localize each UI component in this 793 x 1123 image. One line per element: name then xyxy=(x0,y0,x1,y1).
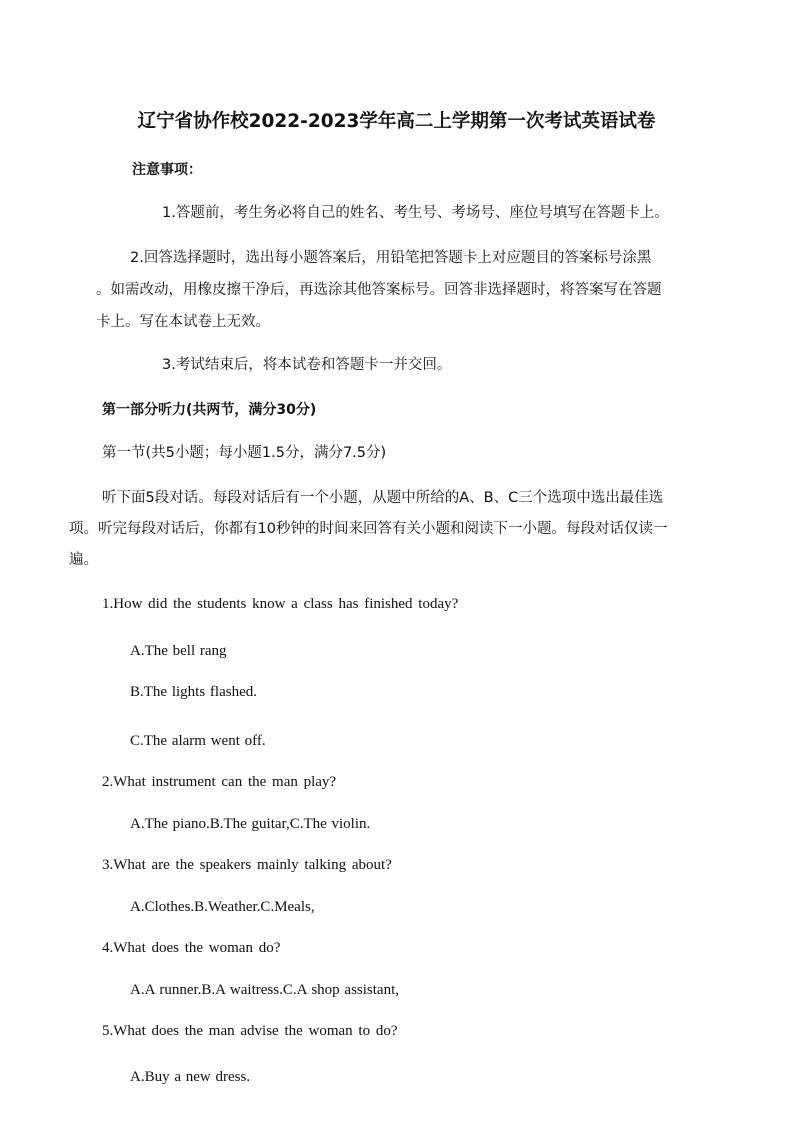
instructions-line-2: 项。听完每段对话后，你都有10秒钟的时间来回答有关小题和阅读下一小题。每段对话仅读一 xyxy=(69,521,668,537)
notice-item-2-line-2: 。如需改动，用橡皮擦干净后，再选涂其他答案标号。回答非选择题时，将答案写在答题 xyxy=(96,282,662,298)
question-3-stem: 3.What are the speakers mainly talking about? xyxy=(102,857,392,873)
question-5-stem: 5.What does the man advise the woman to do? xyxy=(102,1023,398,1039)
question-1-stem: 1.How did the students know a class has finished today? xyxy=(102,596,459,612)
notice-item-2-line-1: 2.回答选择题时，选出每小题答案后，用铅笔把答题卡上对应题目的答案标号涂黑 xyxy=(130,250,652,266)
question-2-options: A.The piano.B.The guitar,C.The violin. xyxy=(130,816,371,832)
document-title: 辽宁省协作校2022-2023学年高二上学期第一次考试英语试卷 xyxy=(137,111,656,132)
question-5-option-a: A.Buy a new dress. xyxy=(130,1069,251,1085)
instructions-line-3: 遍。 xyxy=(69,552,98,568)
question-1-option-b: B.The lights flashed. xyxy=(130,684,257,700)
question-4-stem: 4.What does the woman do? xyxy=(102,940,281,956)
notice-item-1: 1.答题前，考生务必将自己的姓名、考生号、考场号、座位号填写在答题卡上。 xyxy=(162,205,669,221)
question-1-option-a: A.The bell rang xyxy=(130,643,227,659)
notice-item-2-line-3: 卡上。写在本试卷上无效。 xyxy=(96,314,270,330)
question-2-stem: 2.What instrument can the man play? xyxy=(102,774,337,790)
question-1-option-c: C.The alarm went off. xyxy=(130,733,266,749)
section1-heading: 第一节(共5小题；每小题1.5分，满分7.5分) xyxy=(102,445,387,461)
instructions-line-1: 听下面5段对话。每段对话后有一个小题，从题中所给的A、B、C三个选项中选出最佳选 xyxy=(102,490,664,506)
part1-heading: 第一部分听力(共两节，满分30分) xyxy=(102,402,317,418)
notice-item-3: 3.考试结束后，将本试卷和答题卡一并交回。 xyxy=(162,357,452,373)
question-4-options: A.A runner.B.A waitress.C.A shop assistant, xyxy=(130,982,399,998)
notice-heading: 注意事项： xyxy=(132,162,202,178)
question-3-options: A.Clothes.B.Weather.C.Meals, xyxy=(130,899,315,915)
